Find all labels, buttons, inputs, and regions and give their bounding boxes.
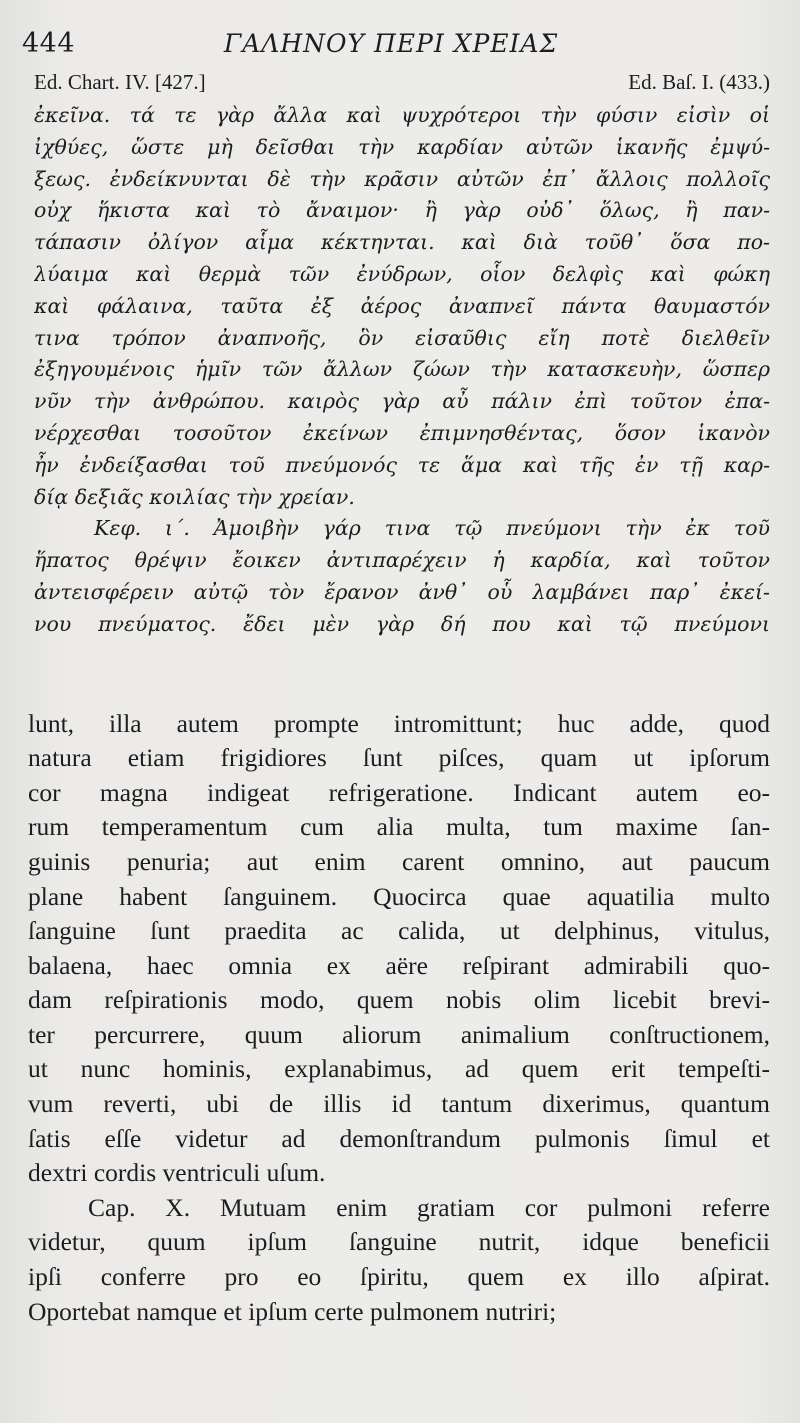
edition-references: [34, 70, 770, 100]
latin-line: vum reverti, ubi de illis id tantum dixerimus, quantum: [28, 1089, 770, 1119]
greek-line: λύαιμα καὶ θερμὰ τῶν ἐνύδρων, οἷον δελφὶς καὶ φώκη: [34, 261, 770, 286]
latin-line: plane habent ſanguinem. Quocirca quae aquatilia multo: [28, 881, 770, 911]
greek-line: νέρχεσθαι τοσοῦτον ἐκείνων ἐπιμνησθέντας, ὅσον ἱκανὸν: [34, 420, 770, 445]
latin-line: guinis penuria; aut enim carent omnino, aut paucum: [28, 846, 770, 876]
latin-line: natura etiam frigidiores ſunt piſces, quam ut ipſorum: [28, 743, 770, 773]
latin-chapter-line: ipſi conferre pro eo ſpiritu, quem ex illo aſpirat.: [28, 1262, 770, 1292]
greek-line: ἦν ἐνδείξασθαι τοῦ πνεύμονός τε ἅμα καὶ τῆς ἐν τῇ καρ-: [34, 452, 770, 477]
running-head: [22, 28, 770, 68]
column-gap: [22, 641, 770, 707]
latin-line: cor magna indigeat refrigeratione. Indicant autem eo-: [28, 777, 770, 807]
greek-line: νῦν τὴν ἀνθρώπου. καιρὸς γὰρ αὖ πάλιν ἐπὶ τοῦτον ἐπα-: [34, 389, 770, 414]
greek-chapter-line: νου πνεύματος. ἔδει μὲν γὰρ δή που καὶ τῷ πνεύμονι: [34, 611, 770, 636]
greek-chapter-line: ἥπατος θρέψιν ἔοικεν ἀντιπαρέχειν ἡ καρδία, καὶ τοῦτον: [34, 548, 770, 573]
latin-chapter-line: Oportebat namque et ipſum certe pulmonem nutriri;: [28, 1296, 557, 1326]
latin-line: ſanguine ſunt praedita ac calida, ut delphinus, vitulus,: [28, 916, 770, 946]
latin-line: dam reſpirationis modo, quem nobis olim licebit brevi-: [28, 985, 770, 1015]
latin-line: ter percurrere, quum aliorum animalium conſtructionem,: [28, 1019, 770, 1049]
latin-text: [28, 707, 770, 1330]
latin-line: ut nunc hominis, explanabimus, ad quem erit tempeſti-: [28, 1054, 770, 1084]
greek-line: ἐκεῖνα. τά τε γὰρ ἄλλα καὶ ψυχρότεροι τὴν φύσιν εἰσὶν οἱ: [34, 103, 770, 127]
latin-chapter-line: videtur, quum ipſum ſanguine nutrit, idque beneficii: [28, 1227, 770, 1257]
edition-left: Ed. Chart. IV. [427.]: [34, 70, 206, 94]
greek-line: ἐξηγουμένοις ἡμῖν τῶν ἄλλων ζώων τὴν κατασκευὴν, ὥσπερ: [34, 357, 770, 382]
greek-line: δίᾳ δεξιᾶς κοιλίας τὴν χρείαν.: [34, 484, 355, 509]
greek-line: οὐχ ἥκιστα καὶ τὸ ἄναιμον· ἢ γὰρ οὐδ᾽ ὅλως, ἢ παν-: [34, 198, 770, 223]
greek-chapter-line: Κεφ. ι΄. Ἀμοιβὴν γάρ τινα τῷ πνεύμονι τὴν ἐκ τοῦ: [94, 516, 770, 541]
greek-text: [34, 100, 770, 641]
latin-line: lunt, illa autem prompte intromittunt; huc adde, quod: [28, 708, 770, 738]
greek-line: ξεως. ἐνδείκνυνται δὲ τὴν κρᾶσιν αὐτῶν ἐπ᾽ ἄλλοις πολλοῖς: [34, 166, 770, 191]
running-title: ΓΑΛΗΝΟΥ ΠΕΡΙ ΧΡΕΙΑΣ: [223, 29, 559, 58]
edition-right: Ed. Baſ. I. (433.): [628, 70, 770, 94]
greek-line: καὶ φάλαινα, ταῦτα ἐξ ἀέρος ἀναπνεῖ πάντα θαυμαστόν: [34, 293, 770, 318]
greek-line: ἰχθύες, ὥστε μὴ δεῖσθαι τὴν καρδίαν αὐτῶν ἱκανῆς ἐμψύ-: [34, 134, 770, 159]
latin-line: dextri cordis ventriculi uſum.: [28, 1158, 326, 1188]
page-number: 444: [22, 28, 76, 59]
latin-chapter-line: Cap. X. Mutuam enim gratiam cor pulmoni referre: [88, 1192, 770, 1222]
greek-chapter-line: ἀντεισφέρειν αὐτῷ τὸν ἔρανον ἀνθ᾽ οὗ λαμβάνει παρ᾽ ἐκεί-: [34, 579, 770, 604]
latin-line: rum temperamentum cum alia multa, tum maxime ſan-: [28, 812, 770, 842]
latin-line: ſatis eſſe videtur ad demonſtrandum pulmonis ſimul et: [28, 1123, 770, 1153]
latin-line: balaena, haec omnia ex aëre reſpirant admirabili quo-: [28, 950, 770, 980]
greek-line: τάπασιν ὀλίγον αἷμα κέκτηνται. καὶ διὰ τοῦθ᾽ ὅσα πο-: [34, 230, 770, 255]
greek-line: τινα τρόπον ἀναπνοῆς, ὃν εἰσαῦθις εἴη ποτὲ διελθεῖν: [34, 325, 770, 350]
